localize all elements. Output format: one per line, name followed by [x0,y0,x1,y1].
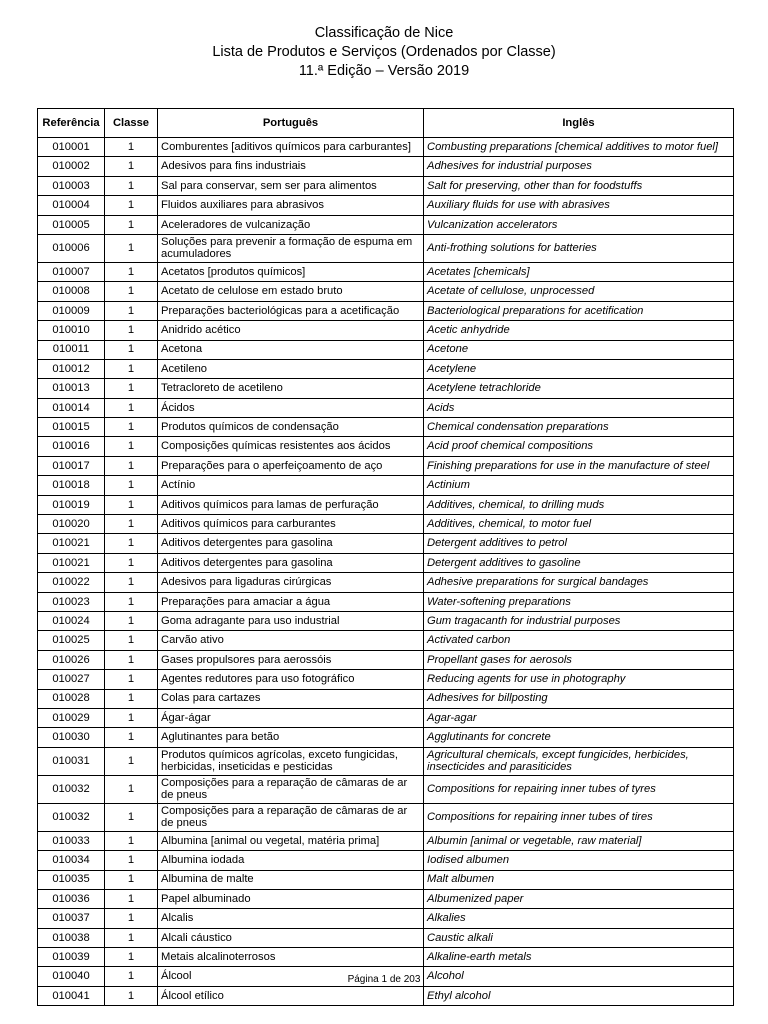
reference-cell: 010029 [38,708,105,727]
reference-cell: 010005 [38,215,105,234]
table-row [38,928,734,947]
reference-cell: 010020 [38,515,105,534]
reference-cell: 010008 [38,282,105,301]
portuguese-cell: Fluidos auxiliares para abrasivos [158,196,424,215]
english-cell: Anti-frothing solutions for batteries [424,234,734,262]
class-cell: 1 [105,650,158,669]
portuguese-cell: Albumina iodada [158,851,424,870]
reference-cell: 010003 [38,176,105,195]
reference-cell: 010033 [38,831,105,850]
portuguese-cell: Ácidos [158,398,424,417]
reference-cell: 010022 [38,573,105,592]
class-cell: 1 [105,301,158,320]
table-row [38,747,734,775]
portuguese-cell: Actínio [158,476,424,495]
table-row [38,176,734,195]
portuguese-cell: Papel albuminado [158,889,424,908]
table-row [38,262,734,281]
reference-cell: 010001 [38,138,105,157]
class-cell: 1 [105,775,158,803]
document-header [0,24,768,81]
table-row [38,689,734,708]
class-cell: 1 [105,553,158,572]
table-row [38,456,734,475]
portuguese-cell: Produtos químicos agrícolas, exceto fungicidas, herbicidas, inseticidas e pesticidas [158,747,424,775]
reference-cell: 010015 [38,418,105,437]
class-cell: 1 [105,379,158,398]
english-cell: Agglutinants for concrete [424,728,734,747]
table-row [38,986,734,1005]
english-cell: Acetate of cellulose, unprocessed [424,282,734,301]
table-row [38,138,734,157]
english-cell: Adhesive preparations for surgical bandages [424,573,734,592]
english-cell: Water-softening preparations [424,592,734,611]
class-cell: 1 [105,495,158,514]
reference-cell: 010012 [38,359,105,378]
english-cell: Detergent additives to petrol [424,534,734,553]
table-row [38,909,734,928]
table-row [38,282,734,301]
table-row [38,379,734,398]
portuguese-cell: Preparações para amaciar a água [158,592,424,611]
portuguese-cell: Goma adragante para uso industrial [158,611,424,630]
class-cell: 1 [105,747,158,775]
english-cell: Iodised albumen [424,851,734,870]
class-cell: 1 [105,928,158,947]
class-cell: 1 [105,851,158,870]
english-cell: Finishing preparations for use in the manufacture of steel [424,456,734,475]
english-cell: Acid proof chemical compositions [424,437,734,456]
table-row [38,534,734,553]
products-table [37,108,734,1006]
reference-cell: 010018 [38,476,105,495]
class-cell: 1 [105,138,158,157]
english-cell: Caustic alkali [424,928,734,947]
class-cell: 1 [105,986,158,1005]
class-cell: 1 [105,321,158,340]
portuguese-cell: Acetona [158,340,424,359]
column-header-reference: Referência [38,109,105,138]
english-cell: Propellant gases for aerosols [424,650,734,669]
reference-cell: 010002 [38,157,105,176]
english-cell: Reducing agents for use in photography [424,670,734,689]
class-cell: 1 [105,215,158,234]
portuguese-cell: Alcalis [158,909,424,928]
english-cell: Actinium [424,476,734,495]
table-row [38,301,734,320]
portuguese-cell: Aditivos detergentes para gasolina [158,534,424,553]
table-row [38,831,734,850]
english-cell: Bacteriological preparations for acetification [424,301,734,320]
english-cell: Acetylene tetrachloride [424,379,734,398]
table-row [38,476,734,495]
portuguese-cell: Acetatos [produtos químicos] [158,262,424,281]
document-subtitle: Lista de Produtos e Serviços (Ordenados por Classe) [212,44,556,60]
portuguese-cell: Acetato de celulose em estado bruto [158,282,424,301]
portuguese-cell: Ágar-ágar [158,708,424,727]
reference-cell: 010028 [38,689,105,708]
table-row [38,573,734,592]
table-row [38,553,734,572]
reference-cell: 010039 [38,948,105,967]
class-cell: 1 [105,708,158,727]
table-row [38,870,734,889]
reference-cell: 010025 [38,631,105,650]
reference-cell: 010013 [38,379,105,398]
english-cell: Activated carbon [424,631,734,650]
table-row [38,157,734,176]
reference-cell: 010007 [38,262,105,281]
english-cell: Agar-agar [424,708,734,727]
english-cell: Alcohol [424,967,734,986]
table-row [38,728,734,747]
portuguese-cell: Aditivos químicos para carburantes [158,515,424,534]
reference-cell: 010017 [38,456,105,475]
reference-cell: 010014 [38,398,105,417]
class-cell: 1 [105,831,158,850]
english-cell: Chemical condensation preparations [424,418,734,437]
reference-cell: 010016 [38,437,105,456]
portuguese-cell: Anidrido acético [158,321,424,340]
class-cell: 1 [105,176,158,195]
english-cell: Detergent additives to gasoline [424,553,734,572]
table-row [38,515,734,534]
reference-cell: 010021 [38,534,105,553]
portuguese-cell: Albumina [animal ou vegetal, matéria prima] [158,831,424,850]
table-row [38,670,734,689]
portuguese-cell: Composições químicas resistentes aos ácidos [158,437,424,456]
reference-cell: 010034 [38,851,105,870]
english-cell: Alkaline-earth metals [424,948,734,967]
class-cell: 1 [105,456,158,475]
english-cell: Combusting preparations [chemical additives to motor fuel] [424,138,734,157]
reference-cell: 010031 [38,747,105,775]
english-cell: Auxiliary fluids for use with abrasives [424,196,734,215]
reference-cell: 010036 [38,889,105,908]
class-cell: 1 [105,728,158,747]
portuguese-cell: Metais alcalinoterrosos [158,948,424,967]
reference-cell: 010041 [38,986,105,1005]
class-cell: 1 [105,573,158,592]
table-body [38,138,734,1006]
portuguese-cell: Composições para a reparação de câmaras de ar de pneus [158,803,424,831]
table-row [38,215,734,234]
english-cell: Salt for preserving, other than for foodstuffs [424,176,734,195]
english-cell: Malt albumen [424,870,734,889]
portuguese-cell: Colas para cartazes [158,689,424,708]
reference-cell: 010011 [38,340,105,359]
class-cell: 1 [105,359,158,378]
table-row [38,340,734,359]
portuguese-cell: Acetileno [158,359,424,378]
english-cell: Compositions for repairing inner tubes of tyres [424,775,734,803]
class-cell: 1 [105,870,158,889]
column-header-class: Classe [105,109,158,138]
english-cell: Additives, chemical, to drilling muds [424,495,734,514]
table-header-row [38,109,734,138]
portuguese-cell: Produtos químicos de condensação [158,418,424,437]
portuguese-cell: Composições para a reparação de câmaras de ar de pneus [158,775,424,803]
portuguese-cell: Tetracloreto de acetileno [158,379,424,398]
english-cell: Adhesives for industrial purposes [424,157,734,176]
class-cell: 1 [105,534,158,553]
reference-cell: 010027 [38,670,105,689]
english-cell: Acetone [424,340,734,359]
column-header-portuguese: Português [158,109,424,138]
class-cell: 1 [105,340,158,359]
table-row [38,321,734,340]
class-cell: 1 [105,611,158,630]
portuguese-cell: Agentes redutores para uso fotográfico [158,670,424,689]
class-cell: 1 [105,476,158,495]
class-cell: 1 [105,909,158,928]
english-cell: Acetylene [424,359,734,378]
portuguese-cell: Álcool [158,967,424,986]
table-row [38,631,734,650]
class-cell: 1 [105,196,158,215]
reference-cell: 010037 [38,909,105,928]
english-cell: Gum tragacanth for industrial purposes [424,611,734,630]
english-cell: Acetic anhydride [424,321,734,340]
page-number: Página 1 de 203 [347,974,421,985]
reference-cell: 010038 [38,928,105,947]
table-row [38,437,734,456]
table-row [38,418,734,437]
class-cell: 1 [105,631,158,650]
portuguese-cell: Adesivos para ligaduras cirúrgicas [158,573,424,592]
reference-cell: 010023 [38,592,105,611]
class-cell: 1 [105,803,158,831]
portuguese-cell: Aditivos detergentes para gasolina [158,553,424,572]
portuguese-cell: Sal para conservar, sem ser para alimentos [158,176,424,195]
reference-cell: 010024 [38,611,105,630]
table-row [38,398,734,417]
document-edition: 11.ª Edição – Versão 2019 [298,63,470,79]
table-row [38,889,734,908]
portuguese-cell: Albumina de malte [158,870,424,889]
table-row [38,650,734,669]
reference-cell: 010009 [38,301,105,320]
reference-cell: 010035 [38,870,105,889]
english-cell: Additives, chemical, to motor fuel [424,515,734,534]
reference-cell: 010004 [38,196,105,215]
portuguese-cell: Preparações para o aperfeiçoamento de aço [158,456,424,475]
class-cell: 1 [105,889,158,908]
reference-cell: 010030 [38,728,105,747]
english-cell: Adhesives for billposting [424,689,734,708]
table-row [38,495,734,514]
table-row [38,851,734,870]
document-title: Classificação de Nice [314,25,454,41]
english-cell: Acids [424,398,734,417]
class-cell: 1 [105,282,158,301]
english-cell: Albumenized paper [424,889,734,908]
portuguese-cell: Aglutinantes para betão [158,728,424,747]
class-cell: 1 [105,592,158,611]
portuguese-cell: Preparações bacteriológicas para a acetificação [158,301,424,320]
portuguese-cell: Aditivos químicos para lamas de perfuração [158,495,424,514]
portuguese-cell: Gases propulsores para aerossóis [158,650,424,669]
class-cell: 1 [105,262,158,281]
reference-cell: 010021 [38,553,105,572]
table-row [38,359,734,378]
table-row [38,611,734,630]
english-cell: Acetates [chemicals] [424,262,734,281]
table-row [38,803,734,831]
table-row [38,234,734,262]
portuguese-cell: Álcool etílico [158,986,424,1005]
table-row [38,708,734,727]
class-cell: 1 [105,689,158,708]
reference-cell: 010032 [38,775,105,803]
portuguese-cell: Comburentes [aditivos químicos para carburantes] [158,138,424,157]
portuguese-cell: Alcali cáustico [158,928,424,947]
english-cell: Albumin [animal or vegetable, raw material] [424,831,734,850]
portuguese-cell: Adesivos para fins industriais [158,157,424,176]
english-cell: Ethyl alcohol [424,986,734,1005]
table-row [38,196,734,215]
class-cell: 1 [105,967,158,986]
reference-cell: 010019 [38,495,105,514]
class-cell: 1 [105,398,158,417]
class-cell: 1 [105,670,158,689]
class-cell: 1 [105,157,158,176]
class-cell: 1 [105,515,158,534]
class-cell: 1 [105,437,158,456]
column-header-english: Inglês [424,109,734,138]
class-cell: 1 [105,418,158,437]
reference-cell: 010010 [38,321,105,340]
reference-cell: 010032 [38,803,105,831]
english-cell: Compositions for repairing inner tubes of tires [424,803,734,831]
table-row [38,948,734,967]
table-row [38,592,734,611]
portuguese-cell: Aceleradores de vulcanização [158,215,424,234]
table-row [38,775,734,803]
english-cell: Agricultural chemicals, except fungicides, herbicides, insecticides and parasiticides [424,747,734,775]
portuguese-cell: Soluções para prevenir a formação de espuma em acumuladores [158,234,424,262]
class-cell: 1 [105,234,158,262]
english-cell: Vulcanization accelerators [424,215,734,234]
portuguese-cell: Carvão ativo [158,631,424,650]
reference-cell: 010026 [38,650,105,669]
class-cell: 1 [105,948,158,967]
reference-cell: 010040 [38,967,105,986]
english-cell: Alkalies [424,909,734,928]
reference-cell: 010006 [38,234,105,262]
